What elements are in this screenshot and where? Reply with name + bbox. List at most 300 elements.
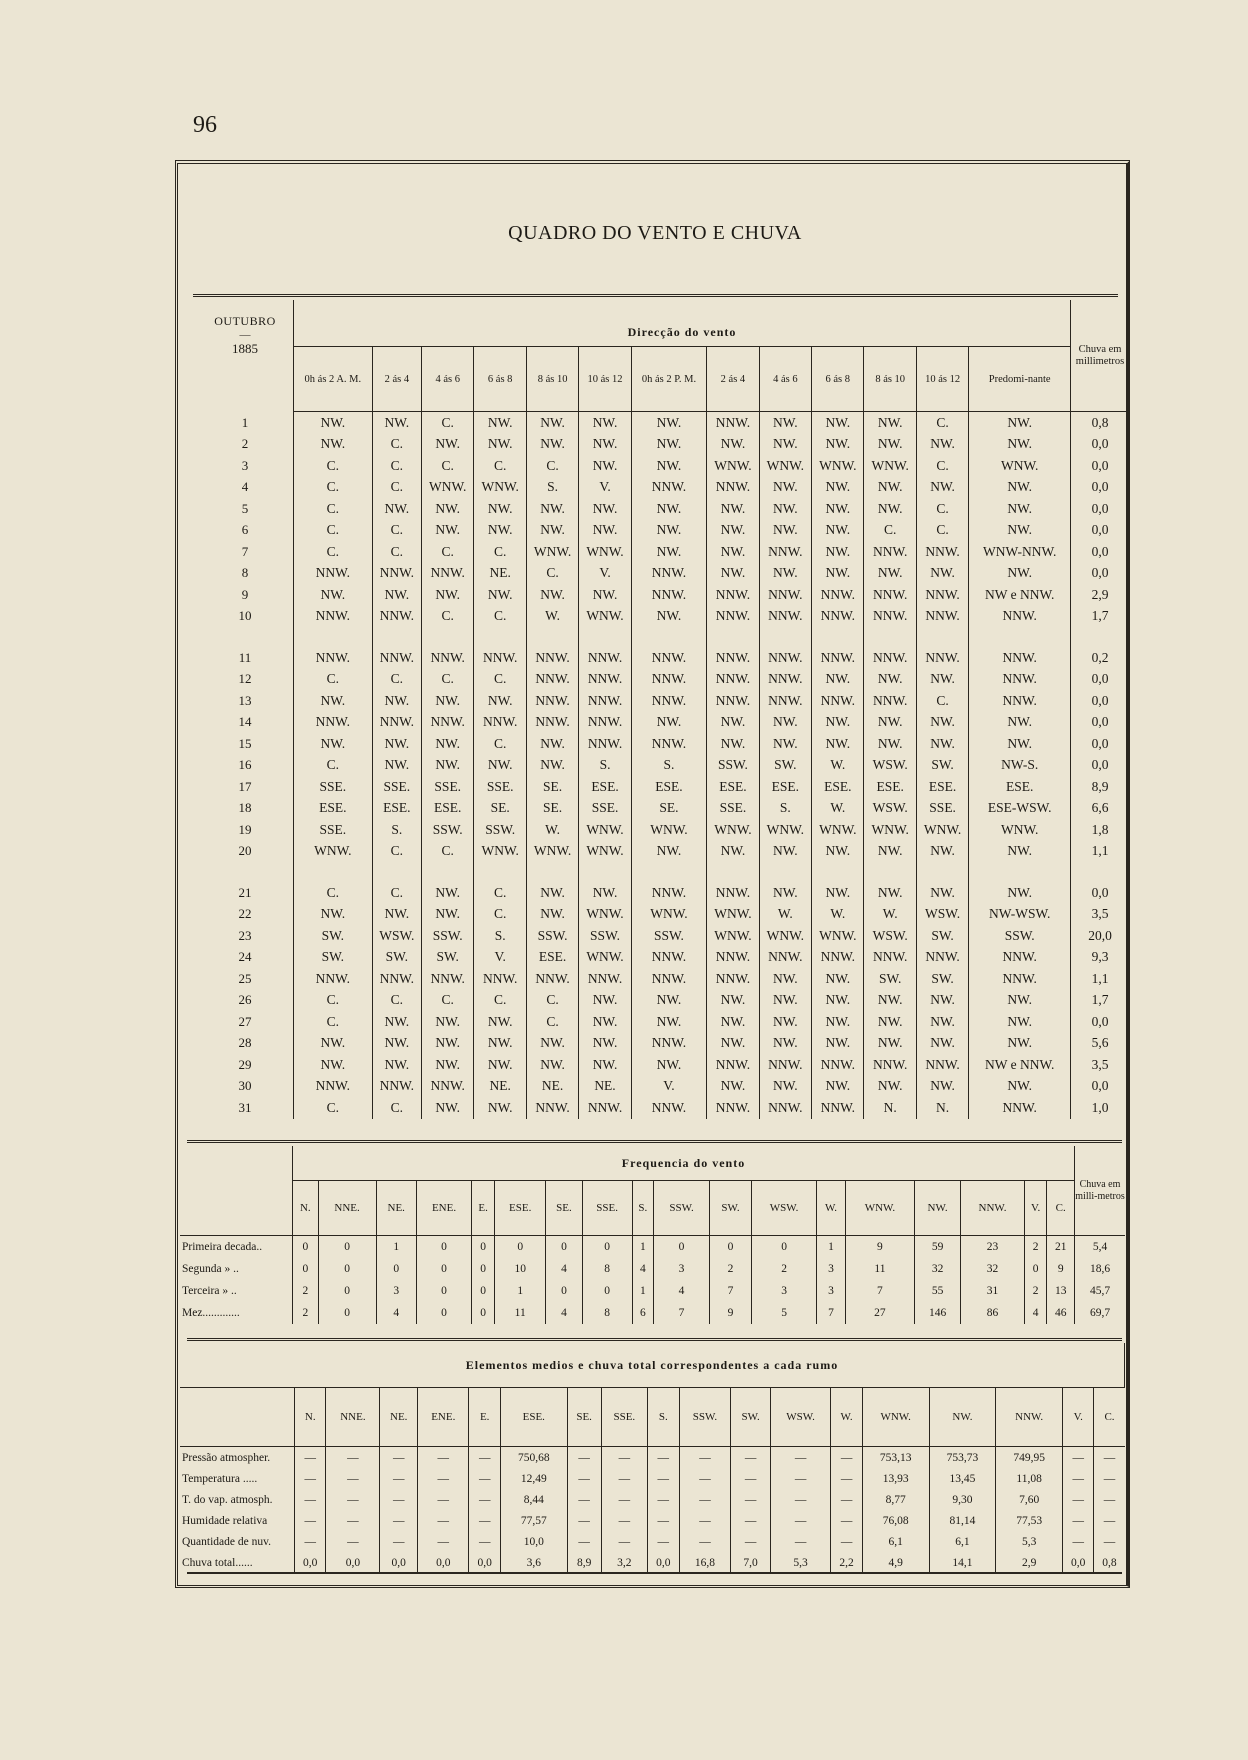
wind-cell: NE. — [579, 1076, 631, 1098]
page-number: 96 — [193, 112, 217, 138]
elements-col-header: NW. — [929, 1388, 996, 1447]
wind-cell: C. — [372, 434, 421, 456]
frequency-cell: 7 — [845, 1280, 914, 1302]
frequency-cell: 1 — [817, 1236, 846, 1259]
frequency-cell: 1 — [632, 1280, 654, 1302]
wind-cell: WNW. — [579, 904, 631, 926]
wind-cell: NW. — [864, 1076, 916, 1098]
wind-cell: WNW. — [916, 819, 968, 841]
wind-cell: C. — [372, 541, 421, 563]
wind-cell: NW. — [372, 755, 421, 777]
wind-cell: NW e NNW. — [969, 1054, 1071, 1076]
frequency-cell: 31 — [961, 1280, 1025, 1302]
wind-cell: W. — [759, 904, 811, 926]
wind-cell: NW. — [812, 520, 864, 542]
elements-col-header: E. — [469, 1388, 500, 1447]
wind-cell: NW. — [579, 520, 631, 542]
elements-col-header: N. — [295, 1388, 326, 1447]
wind-cell: NNW. — [579, 690, 631, 712]
frequency-col-header: ENE. — [416, 1181, 471, 1236]
rain-cell: 0,0 — [1071, 498, 1130, 520]
day-row — [197, 412, 1129, 434]
frequency-cell: 2 — [293, 1280, 319, 1302]
day-row — [197, 541, 1129, 563]
wind-cell: NNW. — [422, 968, 474, 990]
wind-cell: NE. — [526, 1076, 578, 1098]
wind-cell: S. — [759, 798, 811, 820]
wind-cell: V. — [579, 563, 631, 585]
frequency-col-header: NE. — [376, 1181, 416, 1236]
frequency-row-label: Segunda » .. — [180, 1258, 293, 1280]
wind-cell: NW. — [707, 841, 759, 863]
wind-cell: NW. — [474, 498, 526, 520]
wind-cell: C. — [372, 455, 421, 477]
wind-cell: WNW. — [864, 455, 916, 477]
wind-cell: C. — [422, 669, 474, 691]
frequency-row — [180, 1236, 1125, 1259]
wind-cell: NW. — [474, 1011, 526, 1033]
wind-cell: W. — [864, 904, 916, 926]
elements-cell: — — [418, 1468, 469, 1489]
frequency-row — [180, 1280, 1125, 1302]
elements-cell: — — [418, 1510, 469, 1531]
elements-cell: — — [770, 1489, 831, 1510]
day-row — [197, 733, 1129, 755]
wind-cell: C. — [474, 733, 526, 755]
wind-cell: W. — [526, 819, 578, 841]
day-row — [197, 841, 1129, 863]
elements-cell: — — [380, 1531, 418, 1552]
elements-cell: — — [469, 1510, 500, 1531]
wind-cell: NW. — [864, 563, 916, 585]
frequency-cell: 21 — [1047, 1236, 1075, 1259]
frequency-rain-header: Chuva em milli-metros — [1075, 1146, 1126, 1236]
frequency-cell: 0 — [582, 1280, 632, 1302]
elements-cell: — — [1103, 1535, 1116, 1548]
day-number: 18 — [197, 798, 294, 820]
wind-cell: ESE. — [631, 776, 707, 798]
frequency-cell: 4 — [546, 1258, 582, 1280]
elements-row-label: Humidade relativa — [180, 1510, 295, 1531]
wind-cell: C. — [294, 477, 373, 499]
wind-cell: C. — [372, 669, 421, 691]
wind-cell: NW. — [372, 733, 421, 755]
wind-cell: NW. — [474, 1054, 526, 1076]
elements-col-header: ESE. — [500, 1388, 567, 1447]
elements-cell: — — [469, 1489, 500, 1510]
frequency-row-label: Primeira decada.. — [180, 1236, 293, 1259]
elements-cell: — — [380, 1447, 418, 1469]
elements-cell: 7,60 — [996, 1489, 1063, 1510]
wind-cell: NW. — [422, 520, 474, 542]
wind-cell: C. — [916, 455, 968, 477]
wind-cell: N. — [864, 1097, 916, 1119]
day-row — [197, 755, 1129, 777]
wind-cell: NNW. — [707, 412, 759, 434]
wind-cell: NW. — [759, 968, 811, 990]
wind-cell: NW. — [294, 733, 373, 755]
wind-cell: C. — [294, 498, 373, 520]
wind-cell: NNW. — [579, 669, 631, 691]
frequency-col-header: N. — [293, 1181, 319, 1236]
wind-cell: NW. — [864, 733, 916, 755]
rain-cell: 1,7 — [1071, 990, 1130, 1012]
day-row — [197, 819, 1129, 841]
wind-cell: SSW. — [707, 755, 759, 777]
elements-row — [180, 1552, 1125, 1573]
elements-cell: 0,8 — [1102, 1556, 1117, 1569]
wind-cell: NNW. — [372, 968, 421, 990]
wind-cell: C. — [526, 990, 578, 1012]
day-number: 13 — [197, 690, 294, 712]
wind-cell: NNW. — [969, 669, 1071, 691]
elements-cell: — — [601, 1510, 647, 1531]
elements-cell: 10,0 — [500, 1531, 567, 1552]
elements-cell: 0,0 — [418, 1552, 469, 1573]
wind-cell: NW. — [631, 990, 707, 1012]
elements-table — [180, 1343, 1125, 1573]
elements-cell: 0,0 — [648, 1552, 679, 1573]
wind-cell: NW. — [579, 434, 631, 456]
wind-cell: NW. — [916, 1076, 968, 1098]
elements-cell: — — [1063, 1447, 1094, 1469]
wind-cell: NNW. — [707, 584, 759, 606]
wind-cell: NNW. — [631, 947, 707, 969]
frequency-col-header: WNW. — [845, 1181, 914, 1236]
frequency-cell: 0 — [318, 1258, 376, 1280]
frequency-cell: 4 — [632, 1258, 654, 1280]
wind-cell: ESE. — [294, 798, 373, 820]
wind-cell: SW. — [422, 947, 474, 969]
frequency-col-header: SSE. — [582, 1181, 632, 1236]
rain-cell: 0,0 — [1071, 541, 1130, 563]
day-number: 6 — [197, 520, 294, 542]
wind-cell: NW. — [631, 498, 707, 520]
wind-cell: NW. — [422, 1097, 474, 1119]
day-row — [197, 498, 1129, 520]
frequency-cell: 5 — [752, 1302, 817, 1324]
elements-cell: 2,9 — [996, 1552, 1063, 1573]
month-label: OUTUBRO — [214, 314, 276, 328]
frequency-col-header: ESE. — [495, 1181, 546, 1236]
elements-col-header: SSE. — [601, 1388, 647, 1447]
wind-cell: S. — [579, 755, 631, 777]
wind-cell: NW. — [707, 1011, 759, 1033]
wind-cell: NW. — [579, 882, 631, 904]
wind-cell: C. — [372, 841, 421, 863]
frequency-cell: 0 — [582, 1236, 632, 1259]
wind-cell: C. — [474, 882, 526, 904]
wind-cell: NW. — [474, 584, 526, 606]
frequency-col-header: C. — [1047, 1181, 1075, 1236]
wind-cell: C. — [526, 1011, 578, 1033]
wind-cell: NNW. — [707, 882, 759, 904]
elements-row-label: Pressão atmospher. — [180, 1447, 295, 1469]
wind-cell: NW. — [474, 520, 526, 542]
elements-cell: 753,13 — [862, 1447, 929, 1469]
wind-cell: NNW. — [969, 606, 1071, 628]
wind-cell: NE. — [474, 563, 526, 585]
rain-cell: 1,0 — [1071, 1097, 1130, 1119]
wind-cell: NW. — [759, 412, 811, 434]
wind-cell: WNW. — [969, 819, 1071, 841]
day-row — [197, 904, 1129, 926]
frequency-cell: 4 — [654, 1280, 710, 1302]
wind-cell: NNW. — [969, 690, 1071, 712]
wind-cell: NW. — [526, 882, 578, 904]
wind-cell: NW. — [631, 412, 707, 434]
wind-cell: NW. — [579, 1054, 631, 1076]
elements-cell: — — [601, 1447, 647, 1469]
frequency-cell: 7 — [817, 1302, 846, 1324]
day-number: 22 — [197, 904, 294, 926]
frequency-cell: 9 — [845, 1236, 914, 1259]
wind-cell: NW. — [864, 990, 916, 1012]
wind-cell: NNW. — [916, 606, 968, 628]
wind-cell: WNW. — [969, 455, 1071, 477]
day-number: 24 — [197, 947, 294, 969]
wind-cell: NNW. — [579, 1097, 631, 1119]
wind-cell: SW. — [294, 925, 373, 947]
day-number: 20 — [197, 841, 294, 863]
wind-cell: NNW. — [864, 647, 916, 669]
elements-cell: 4,9 — [862, 1552, 929, 1573]
wind-cell: NW. — [916, 882, 968, 904]
wind-cell: NNW. — [864, 541, 916, 563]
wind-cell: NW. — [422, 434, 474, 456]
wind-cell: NW. — [707, 1033, 759, 1055]
wind-cell: NW. — [812, 733, 864, 755]
wind-cell: NNW. — [969, 647, 1071, 669]
frequency-table — [180, 1146, 1125, 1324]
wind-cell: WNW. — [579, 947, 631, 969]
elements-cell: — — [295, 1489, 326, 1510]
wind-cell: WNW. — [759, 925, 811, 947]
wind-cell: NW. — [759, 990, 811, 1012]
wind-cell: NW. — [707, 990, 759, 1012]
wind-cell: NNW. — [372, 1076, 421, 1098]
frequency-cell: 0 — [293, 1236, 319, 1259]
rain-cell: 0,0 — [1071, 1076, 1130, 1098]
wind-cell: NW. — [969, 434, 1071, 456]
wind-cell: NW. — [812, 882, 864, 904]
wind-cell: WNW. — [631, 904, 707, 926]
frequency-cell: 11 — [495, 1302, 546, 1324]
wind-cell: NW. — [759, 520, 811, 542]
wind-cell: C. — [294, 669, 373, 691]
wind-cell: NNW. — [916, 947, 968, 969]
wind-col-header: 8 ás 10 — [526, 347, 578, 412]
wind-cell: NW. — [969, 990, 1071, 1012]
frequency-cell: 0 — [472, 1302, 495, 1324]
decade-gap — [197, 862, 1129, 882]
frequency-cell: 7 — [654, 1302, 710, 1324]
elements-cell: — — [326, 1510, 380, 1531]
wind-cell: NW. — [969, 1076, 1071, 1098]
wind-cell: NNW. — [759, 1054, 811, 1076]
elements-cell: — — [295, 1468, 326, 1489]
day-number: 7 — [197, 541, 294, 563]
wind-direction-table — [197, 300, 1129, 1119]
wind-cell: NNW. — [707, 606, 759, 628]
frequency-cell: 2 — [293, 1302, 319, 1324]
wind-cell: NW. — [812, 990, 864, 1012]
wind-cell: WSW. — [864, 755, 916, 777]
wind-cell: NW. — [916, 1033, 968, 1055]
wind-cell: ESE. — [916, 776, 968, 798]
wind-cell: SE. — [526, 776, 578, 798]
day-number: 11 — [197, 647, 294, 669]
wind-cell: NW. — [526, 412, 578, 434]
frequency-row — [180, 1302, 1125, 1324]
frequency-row — [180, 1258, 1125, 1280]
frequency-cell: 23 — [961, 1236, 1025, 1259]
wind-cell: NW. — [759, 841, 811, 863]
wind-cell: NNW. — [812, 947, 864, 969]
wind-cell: NNW. — [526, 1097, 578, 1119]
elements-col-header: SSW. — [679, 1388, 731, 1447]
wind-cell: NNW. — [579, 647, 631, 669]
frequency-cell: 0 — [546, 1236, 582, 1259]
wind-cell: NW. — [707, 733, 759, 755]
wind-cell: NNW. — [631, 968, 707, 990]
elements-row — [180, 1447, 1125, 1469]
frequency-cell: 0 — [472, 1236, 495, 1259]
wind-cell: NNW. — [707, 947, 759, 969]
wind-cell: SE. — [526, 798, 578, 820]
month-header — [197, 300, 294, 412]
elements-cell: — — [380, 1468, 418, 1489]
day-number: 17 — [197, 776, 294, 798]
elements-cell: 750,68 — [500, 1447, 567, 1469]
frequency-cell: 1 — [632, 1236, 654, 1259]
day-number: 26 — [197, 990, 294, 1012]
wind-col-header: 4 ás 6 — [759, 347, 811, 412]
wind-cell: NNW. — [759, 541, 811, 563]
frequency-cell: 27 — [845, 1302, 914, 1324]
wind-cell: SSW. — [526, 925, 578, 947]
rain-cell: 9,3 — [1071, 947, 1130, 969]
wind-table-body — [197, 412, 1129, 1119]
wind-cell: NW. — [294, 1054, 373, 1076]
wind-cell: S. — [474, 925, 526, 947]
wind-cell: NW. — [526, 733, 578, 755]
wind-cell: C. — [372, 477, 421, 499]
elements-col-header: NNE. — [326, 1388, 380, 1447]
wind-cell: W. — [812, 904, 864, 926]
day-row — [197, 1033, 1129, 1055]
day-row — [197, 477, 1129, 499]
title-divider — [193, 294, 1118, 297]
wind-cell: NW. — [707, 541, 759, 563]
wind-cell: NW. — [579, 990, 631, 1012]
elements-column-headers — [180, 1388, 1125, 1447]
day-row — [197, 947, 1129, 969]
elements-table-body — [180, 1447, 1125, 1574]
wind-cell: NNW. — [474, 712, 526, 734]
wind-cell: NW. — [422, 498, 474, 520]
elements-cell: — — [679, 1510, 731, 1531]
wind-cell: NNW. — [579, 968, 631, 990]
bottom-rule — [187, 1572, 1122, 1574]
wind-cell: C. — [422, 841, 474, 863]
wind-cell: NW. — [812, 498, 864, 520]
elements-cell: 81,14 — [929, 1510, 996, 1531]
wind-cell: SW. — [864, 968, 916, 990]
wind-cell: NNW. — [526, 669, 578, 691]
wind-cell: C. — [294, 455, 373, 477]
wind-cell: NNW. — [474, 968, 526, 990]
wind-cell: V. — [579, 477, 631, 499]
elements-cell: — — [601, 1489, 647, 1510]
wind-cell: NNW. — [864, 584, 916, 606]
elements-cell: — — [648, 1510, 679, 1531]
day-row — [197, 434, 1129, 456]
wind-cell: NNW. — [631, 690, 707, 712]
elements-cell: — — [469, 1447, 500, 1469]
wind-cell: WNW. — [526, 541, 578, 563]
wind-cell: NW. — [631, 1011, 707, 1033]
elements-cell: 8,44 — [500, 1489, 567, 1510]
elements-cell: 13,93 — [862, 1468, 929, 1489]
wind-cell: NW. — [864, 712, 916, 734]
wind-cell: WNW. — [579, 606, 631, 628]
wind-cell: NNW. — [294, 606, 373, 628]
elements-cell: — — [1063, 1468, 1094, 1489]
wind-cell: NW. — [969, 733, 1071, 755]
wind-cell: NNW. — [631, 584, 707, 606]
wind-cell: NW. — [812, 477, 864, 499]
frequency-cell: 0 — [495, 1236, 546, 1259]
wind-cell: NNW. — [631, 882, 707, 904]
elements-cell: — — [469, 1468, 500, 1489]
day-row — [197, 1054, 1129, 1076]
wind-cell: NW. — [526, 584, 578, 606]
rain-cell: 0,2 — [1071, 647, 1130, 669]
wind-cell: C. — [294, 1097, 373, 1119]
wind-cell: NW. — [759, 477, 811, 499]
frequency-cell: 4 — [546, 1302, 582, 1324]
wind-cell: SSW. — [579, 925, 631, 947]
elements-cell: — — [1103, 1514, 1116, 1527]
wind-cell: SW. — [759, 755, 811, 777]
frequency-cell: 0 — [416, 1280, 471, 1302]
elements-cell: — — [831, 1447, 862, 1469]
day-number: 9 — [197, 584, 294, 606]
wind-cell: C. — [294, 520, 373, 542]
wind-cell: SSW. — [969, 925, 1071, 947]
elements-cell: 0,0 — [295, 1552, 326, 1573]
day-row — [197, 669, 1129, 691]
wind-cell: SSW. — [631, 925, 707, 947]
rain-cell: 0,0 — [1071, 712, 1130, 734]
wind-cell: NNW. — [969, 947, 1071, 969]
wind-cell: NW. — [759, 882, 811, 904]
wind-cell: NW. — [526, 498, 578, 520]
wind-cell: NW. — [294, 434, 373, 456]
elements-cell: — — [831, 1468, 862, 1489]
wind-cell: N. — [916, 1097, 968, 1119]
elements-cell: — — [731, 1468, 770, 1489]
day-number: 1 — [197, 412, 294, 434]
day-number: 23 — [197, 925, 294, 947]
elements-cell: 0,0 — [469, 1552, 500, 1573]
wind-cell: SSE. — [372, 776, 421, 798]
elements-cell: — — [601, 1468, 647, 1489]
wind-cell: NW. — [372, 904, 421, 926]
day-row — [197, 882, 1129, 904]
wind-cell: NW. — [422, 690, 474, 712]
